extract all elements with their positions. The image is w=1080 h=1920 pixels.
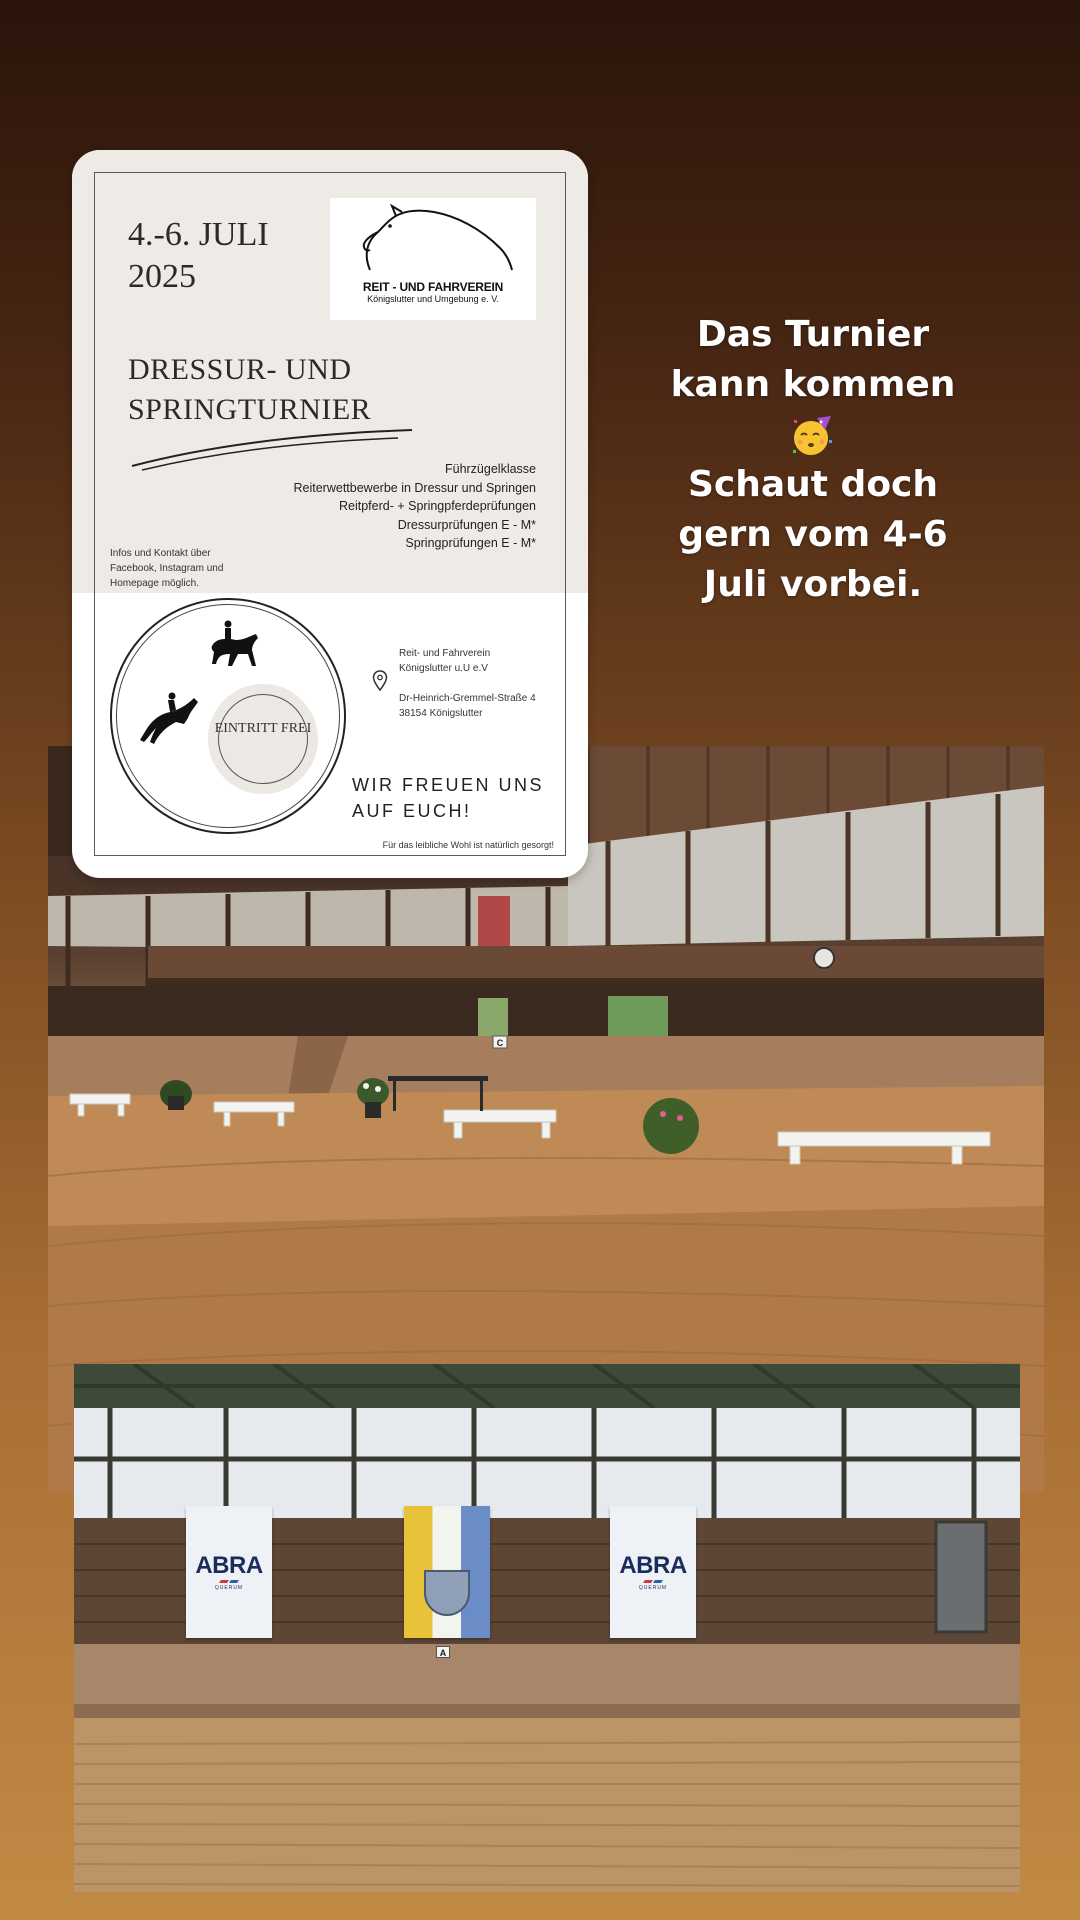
- club-address: [399, 646, 569, 721]
- partying-face-icon: [791, 414, 835, 458]
- arena-letter-a: A: [436, 1646, 450, 1658]
- abra-stripes-icon: [220, 1580, 238, 1583]
- class-item: Springprüfungen E - M*: [405, 536, 536, 550]
- info-contact-text: Infos und Kontakt über Facebook, Instagram und Homepage möglich.: [110, 548, 224, 589]
- club-crest-icon: [424, 1570, 470, 1616]
- club-banner: [404, 1506, 490, 1638]
- caption-line: Juli vorbei.: [703, 564, 923, 605]
- logo-club-name: REIT - UND FAHRVEREIN: [362, 280, 504, 294]
- class-item: Reiterwettbewerbe in Dressur und Springen: [293, 480, 536, 495]
- logo-club-region: Königslutter und Umgebung e. V.: [367, 294, 499, 304]
- arena-letter-c: C: [496, 1038, 504, 1048]
- location-pin-icon: [372, 670, 388, 692]
- address-line: Reit- und Fahrverein: [399, 648, 491, 659]
- caption-line: kann kommen: [670, 364, 956, 405]
- tournament-poster: [72, 150, 588, 878]
- caption-line: Das Turnier: [696, 314, 930, 355]
- abra-stripes-icon: [644, 1580, 662, 1583]
- caption-line: Schaut doch: [687, 464, 939, 505]
- show-jumper-icon: [138, 690, 200, 748]
- story-caption: [640, 310, 986, 610]
- banner-photo: [74, 1364, 1020, 1892]
- abra-banner-left: [186, 1506, 272, 1638]
- address-line: Königslutter u.U e.V: [399, 663, 488, 674]
- class-item: Dressurprüfungen E - M*: [397, 517, 536, 532]
- banner-brand-text: ABRA: [619, 1551, 687, 1579]
- horse-head-icon: [330, 198, 536, 278]
- caption-line: gern vom 4-6: [678, 514, 948, 555]
- banner-brand-text: ABRA: [195, 1551, 263, 1579]
- welcome-text: WIR FREUEN UNS AUF EUCH!: [352, 775, 544, 821]
- class-item: Führzügelklasse: [444, 462, 536, 476]
- poster-date: 4.-6. JULI 2025: [128, 216, 269, 295]
- club-logo: [330, 198, 536, 320]
- free-entry-badge: [208, 684, 318, 794]
- address-line: Dr-Heinrich-Gremmel-Straße 4: [399, 693, 536, 704]
- catering-note: Für das leibliche Wohl ist natürlich gesorgt!: [382, 840, 554, 850]
- address-line: 38154 Königslutter: [399, 708, 483, 719]
- banner-brand-subtext: QUERUM: [214, 1584, 244, 1591]
- partying-face-emoji: [640, 410, 986, 460]
- free-entry-text: EINTRITT FREI: [214, 721, 312, 736]
- competition-classes: [216, 460, 536, 553]
- banner-brand-subtext: QUERUM: [638, 1584, 668, 1591]
- dressage-rider-icon: [206, 620, 262, 672]
- abra-banner-right: [610, 1506, 696, 1638]
- poster-title: DRESSUR- UND SPRINGTURNIER: [128, 353, 372, 426]
- free-entry-ring: [218, 694, 308, 784]
- class-item: Reitpferd- + Springpferdeprüfungen: [338, 499, 536, 513]
